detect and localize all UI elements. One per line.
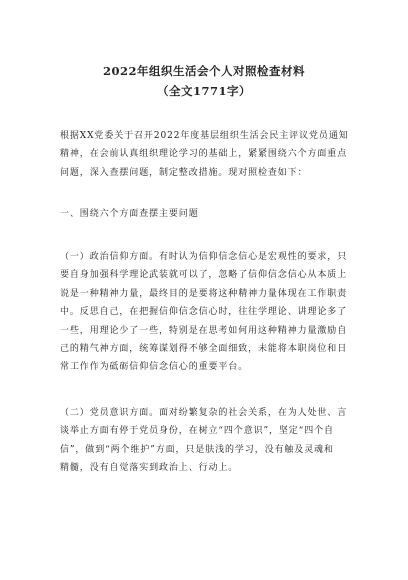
paragraph-line: 谈举止方面有停于党员身份，在树立“四个意识”，坚定“四个自 (60, 426, 334, 437)
paragraph-line: 精髓，没有自觉落实到政治上、行动上。 (60, 463, 239, 474)
paragraph-line: 根据XX党委关于召开2022年度基层组织生活会民主评议党员通知 (60, 131, 349, 141)
paragraph-line: 己的精气神方面，统筹谋划得不够全面细致，未能将本职岗位和日 (60, 343, 348, 354)
item-paragraph-political-belief (60, 248, 350, 377)
paragraph-line: 精神，在会前认真组织理论学习的基础上，紧紧围绕六个方面重点 (60, 149, 348, 160)
paragraph-line: 信”，做到“两个维护”方面，只是肤浅的学习，没有触及灵魂和 (60, 444, 334, 455)
paragraph-line: 一些，用理论少了一些，特别是在思考如何用这种精神力量激励自 (60, 325, 348, 336)
intro-paragraph (60, 127, 350, 182)
item-paragraph-party-awareness (60, 404, 350, 478)
paragraph-line: （一）政治信仰方面。有时认为信仰信念信心是宏观性的要求，只 (60, 252, 348, 262)
paragraph-line: 中。反思自己，在把握信仰信念信心时，往往学理论、讲理论多了 (60, 307, 348, 318)
section-heading (60, 205, 350, 223)
document-subtitle: （全文1771字） (156, 84, 251, 98)
paragraph-line: （二）党员意识方面。面对纷繁复杂的社会关系，在为人处世、言 (60, 408, 348, 418)
paragraph-line: 说是一种精神力量，最终目的是要将这种精神力量体现在工作职责 (60, 288, 348, 299)
document-title: 2022年组织生活会个人对照检查材料 (102, 64, 305, 78)
section-heading-text: 一、围绕六个方面查摆主要问题 (60, 209, 199, 219)
paragraph-line: 要自身加强科学理论武装就可以了，忽略了信仰信念信心从本质上 (60, 270, 348, 281)
paragraph-line: 常工作作为砥砺信仰信念信心的重要平台。 (60, 362, 249, 373)
paragraph-line: 问题，深入查摆问题，制定整改措施。现对照检查如下： (60, 167, 308, 178)
